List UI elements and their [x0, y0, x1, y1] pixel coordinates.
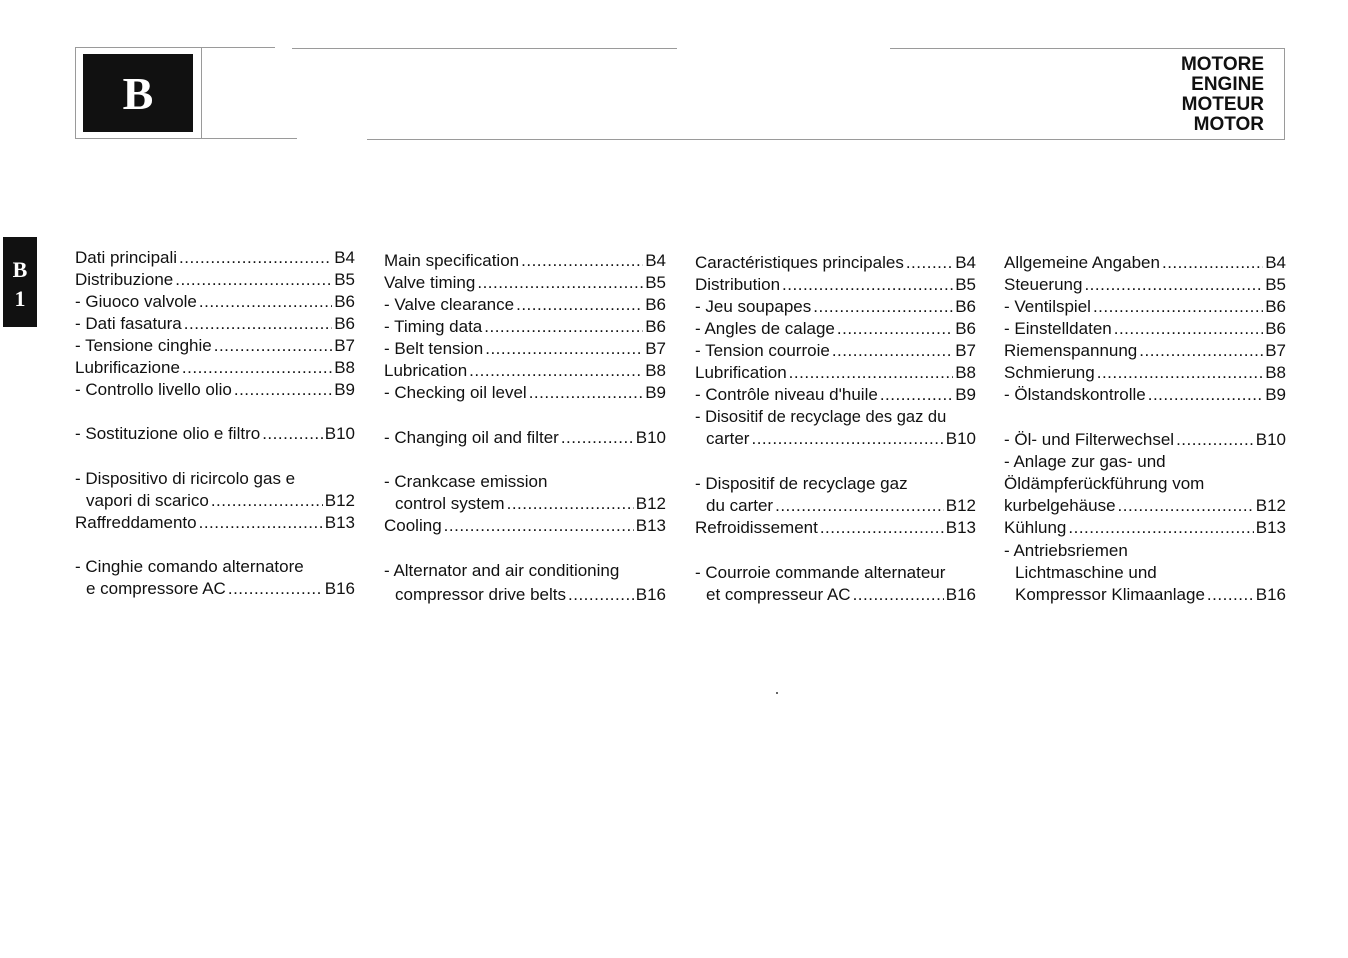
section-letter: B	[122, 67, 154, 119]
toc-entry: Lichtmaschine und	[1015, 563, 1157, 582]
toc-entry: compressor drive belts ..... B16	[384, 584, 666, 606]
title-fr: MOTEUR	[1181, 94, 1264, 115]
toc-entry: e compressore AC ..... B16	[75, 578, 355, 600]
toc-entry: - Changing oil and filter ..... B10	[384, 427, 666, 449]
toc-entry: - Controllo livello olio ..... B9	[75, 379, 355, 401]
section-titles	[1181, 55, 1264, 135]
toc-entry: Valve timing ..... B5	[384, 272, 666, 294]
toc-entry: Kühlung ..... B13	[1004, 517, 1286, 539]
toc-entry: - Anlage zur gas- und	[1004, 452, 1166, 471]
header-rule-top-left	[75, 47, 275, 48]
toc-entry: Raffreddamento ..... B13	[75, 512, 355, 534]
title-en: ENGINE	[1191, 74, 1264, 95]
toc-entry: - Einstelldaten ..... B6	[1004, 318, 1286, 340]
toc-entry: control system ..... B12	[384, 493, 666, 515]
header-rule-left	[75, 47, 76, 139]
toc-entry: Lubrificazione ..... B8	[75, 357, 355, 379]
toc-entry: Schmierung ..... B8	[1004, 362, 1286, 384]
toc-entry: - Valve clearance ..... B6	[384, 294, 666, 316]
header-rule-inner	[201, 47, 202, 139]
toc-entry: - Crankcase emission	[384, 472, 548, 491]
toc-entry: Öldämpferückführung vom	[1004, 474, 1205, 493]
toc-entry: du carter ..... B12	[695, 495, 976, 517]
toc-entry: Distribuzione ..... B5	[75, 269, 355, 291]
toc-entry: - Tensione cinghie ..... B7	[75, 335, 355, 357]
toc-entry: - Contrôle niveau d'huile ..... B9	[695, 384, 976, 406]
toc-entry: Main specification ..... B4	[384, 250, 666, 272]
side-tab-number: 1	[14, 286, 26, 311]
toc-entry: - Belt tension ..... B7	[384, 338, 666, 360]
header-rule-bottom-left	[75, 138, 297, 139]
header-rule-top-mid	[292, 48, 677, 49]
toc-entry: Refroidissement ..... B13	[695, 517, 976, 539]
toc-entry: - Courroie commande alternateur	[695, 563, 946, 582]
toc-entry: - Disositif de recyclage des gaz du	[695, 408, 947, 426]
header-rule-bottom-right	[367, 139, 1285, 140]
toc-entry: Cooling ..... B13	[384, 515, 666, 537]
toc-entry: Allgemeine Angaben ..... B4	[1004, 252, 1286, 274]
toc-entry: Caractéristiques principales ..... B4	[695, 252, 976, 274]
toc-entry: Lubrification ..... B8	[695, 362, 976, 384]
toc-entry: - Tension courroie ..... B7	[695, 340, 976, 362]
toc-entry: - Angles de calage ..... B6	[695, 318, 976, 340]
toc-entry: - Antriebsriemen	[1004, 541, 1128, 560]
toc-entry: - Dispositivo di ricircolo gas e	[75, 469, 296, 488]
toc-entry: Steuerung ..... B5	[1004, 274, 1286, 296]
toc-entry: - Dispositif de recyclage gaz	[695, 474, 908, 493]
header-rule-right	[1284, 48, 1285, 140]
title-it: MOTORE	[1180, 54, 1264, 75]
toc-entry: et compresseur AC ..... B16	[695, 584, 976, 606]
toc-entry: - Öl- und Filterwechsel ..... B10	[1004, 429, 1286, 451]
toc-entry: kurbelgehäuse ..... B12	[1004, 495, 1286, 517]
toc-entry: - Alternator and air conditioning	[384, 561, 620, 580]
toc-entry: carter ..... B10	[695, 428, 976, 450]
scan-speck	[776, 692, 778, 694]
toc-entry: Riemenspannung ..... B7	[1004, 340, 1286, 362]
toc-entry: - Sostituzione olio e filtro ..... B10	[75, 423, 355, 445]
toc-entry: - Checking oil level ..... B9	[384, 382, 666, 404]
toc-entry: - Ventilspiel ..... B6	[1004, 296, 1286, 318]
toc-entry: Dati principali ..... B4	[75, 247, 355, 269]
toc-entry: - Jeu soupapes ..... B6	[695, 296, 976, 318]
toc-entry: - Timing data ..... B6	[384, 316, 666, 338]
toc-entry: Lubrication ..... B8	[384, 360, 666, 382]
toc-entry: vapori di scarico ..... B12	[75, 490, 355, 512]
side-tab	[3, 237, 37, 327]
toc-entry: Kompressor Klimaanlage ..... B16	[1004, 584, 1286, 606]
section-letter-box	[83, 54, 193, 132]
side-tab-letter: B	[12, 257, 28, 282]
toc-entry: - Dati fasatura ..... B6	[75, 313, 355, 335]
title-de: MOTOR	[1193, 114, 1264, 135]
toc-entry: Distribution ..... B5	[695, 274, 976, 296]
header-rule-top-right	[890, 48, 1285, 49]
toc-entry: - Giuoco valvole ..... B6	[75, 291, 355, 313]
toc-entry: - Ölstandskontrolle ..... B9	[1004, 384, 1286, 406]
toc-entry: - Cinghie comando alternatore	[75, 557, 304, 576]
